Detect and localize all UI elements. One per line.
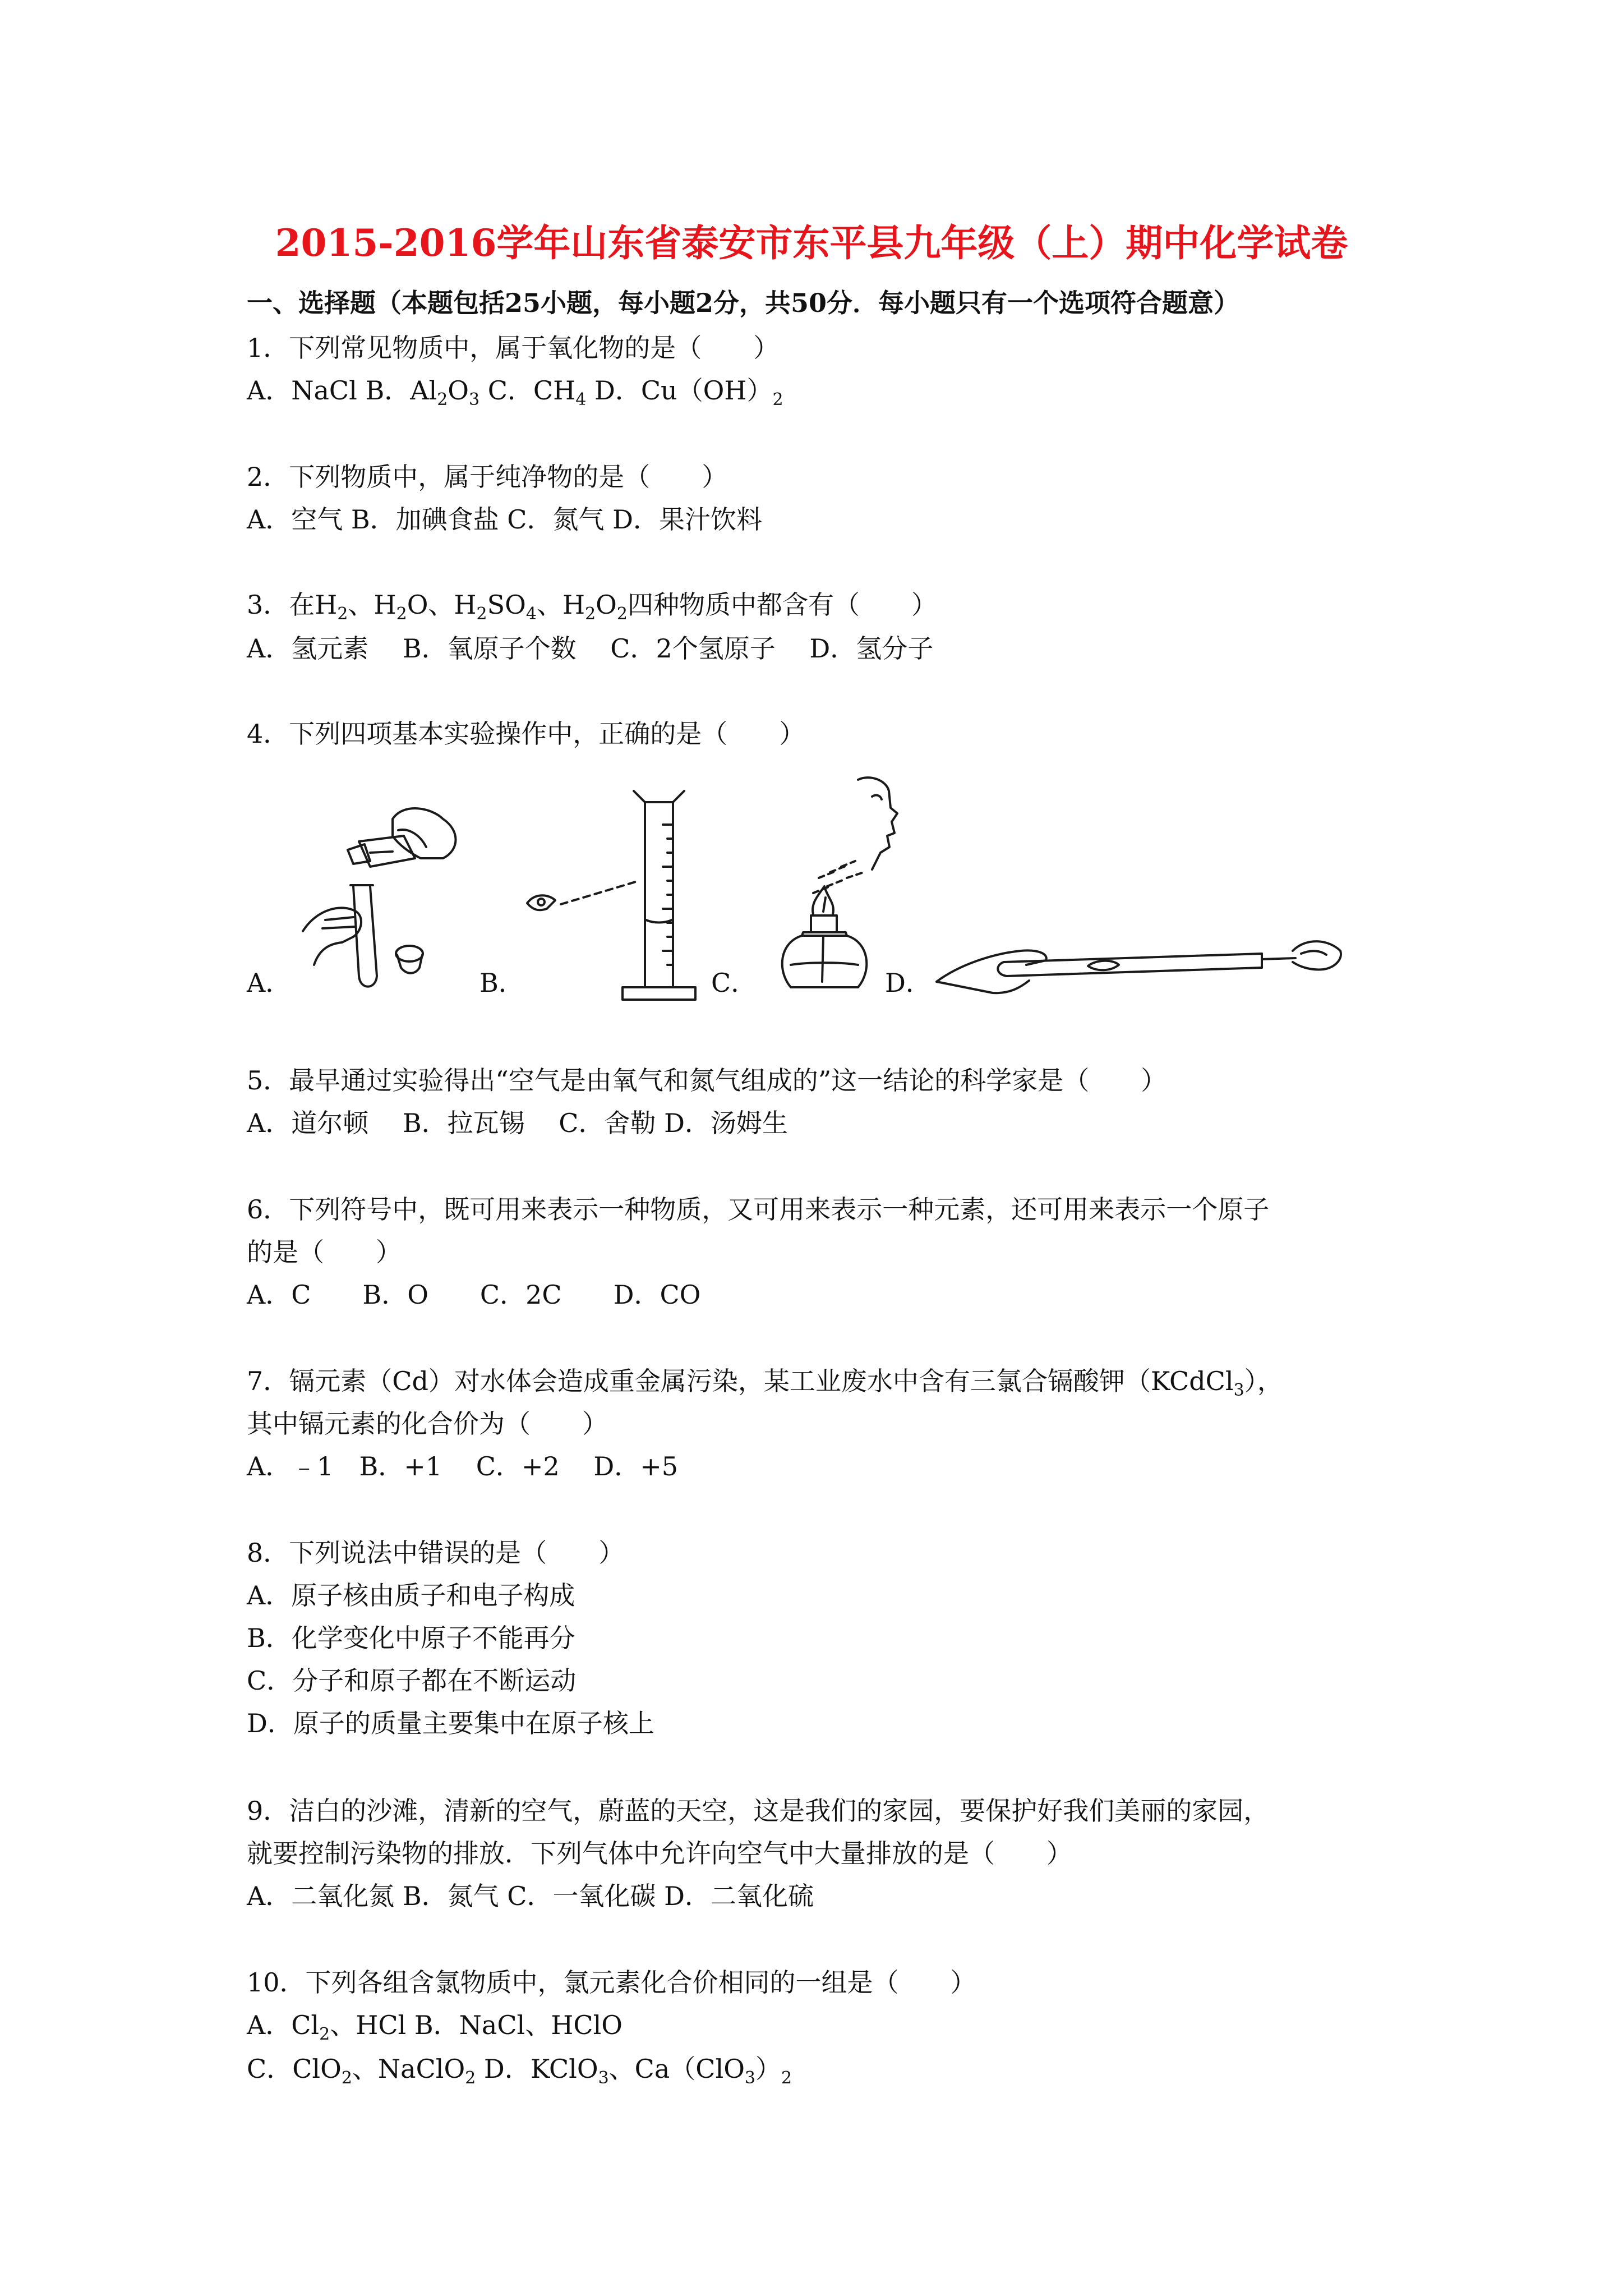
q9-options: A．二氧化氮 B．氮气 C．一氧化碳 D．二氧化硫 <box>247 1881 814 1911</box>
q8-option-b: B．化学变化中原子不能再分 <box>247 1623 575 1653</box>
q2-options: A．空气 B．加碘食盐 C．氮气 D．果汁饮料 <box>247 504 762 535</box>
q1-stem: 1．下列常见物质中，属于氧化物的是（ ） <box>247 333 780 363</box>
q5-stem: 5．最早通过实验得出“空气是由氧气和氮气组成的”这一结论的科学家是（ ） <box>247 1065 1167 1096</box>
graduated-cylinder-reading-icon <box>516 785 729 1010</box>
q3-options: A．氢元素 B．氧原子个数 C．2个氢原子 D．氢分子 <box>247 633 934 664</box>
q4-label-a: A． <box>247 968 292 998</box>
q6-stem-line2: 的是（ ） <box>247 1237 402 1267</box>
q1-option-c: C．$CH_4$ <box>487 375 587 409</box>
q1-option-b: B．$Al_2O_3$ <box>365 375 480 409</box>
q10-options-line1: A．$Cl_2$、HCl B．NaCl、HClO <box>247 2010 623 2044</box>
q1-option-a: A．NaCl <box>247 375 357 406</box>
q9-stem-line1: 9．洁白的沙滩，清新的空气，蔚蓝的天空，这是我们的家园，要保护好我们美丽的家园， <box>247 1796 1270 1826</box>
test-tube-pouring-icon <box>292 797 471 1004</box>
q10-options-line2: C．ClO$_2$、NaClO$_2$ D．KClO$_3$、$Ca(ClO_3)_2$ <box>247 2054 792 2088</box>
q3-stem: 3．在$H_2$、$H_2O$、$H_2SO_4$、$H_2O_2$四种物质中都含有（ ） <box>247 590 937 624</box>
q4-stem: 4．下列四项基本实验操作中，正确的是（ ） <box>247 719 805 749</box>
exam-title: 2015-2016学年山东省泰安市东平县九年级（上）期中化学试卷 <box>275 221 1348 265</box>
q9-stem-line2: 就要控制污染物的排放．下列气体中允许向空气中大量排放的是（ ） <box>247 1838 1072 1869</box>
q8-option-a: A．原子核由质子和电子构成 <box>247 1580 575 1611</box>
q1-options <box>247 372 783 408</box>
q7-stem-line2: 其中镉元素的化合价为（ ） <box>247 1409 608 1439</box>
q6-stem-line1: 6．下列符号中，既可用来表示一种物质，又可用来表示一种元素，还可用来表示一个原子 <box>247 1194 1270 1225</box>
q2-stem: 2．下列物质中，属于纯净物的是（ ） <box>247 462 728 492</box>
q7-stem-line1: 7．镉元素（Cd）对水体会造成重金属污染，某工业废水中含有三氯合镉酸钾（KCdCl$_3$）， <box>247 1366 1283 1400</box>
q6-options: A．C B．O C．2C D．CO <box>247 1280 701 1310</box>
q7-options: A．﹣1 B．+1 C．+2 D．+5 <box>247 1451 679 1481</box>
section-heading: 一、选择题（本题包括25小题，每小题2分，共50分．每小题只有一个选项符合题意） <box>247 288 1240 318</box>
q4-label-c: C． <box>711 968 757 998</box>
q4-label-d: D． <box>885 968 932 998</box>
q1-option-d: D．$Cu(OH)_2$ <box>594 375 783 409</box>
q8-option-d: D．原子的质量主要集中在原子核上 <box>247 1708 654 1738</box>
q10-stem: 10．下列各组含氯物质中，氯元素化合价相同的一组是（ ） <box>247 1967 976 1998</box>
q8-option-c: C．分子和原子都在不断运动 <box>247 1665 577 1696</box>
test-tube-heating-icon <box>925 920 1352 1004</box>
q5-options: A．道尔顿 B．拉瓦锡 C．舍勒 D．汤姆生 <box>247 1108 788 1138</box>
q8-stem: 8．下列说法中错误的是（ ） <box>247 1538 625 1568</box>
q4-label-b: B． <box>479 968 524 998</box>
